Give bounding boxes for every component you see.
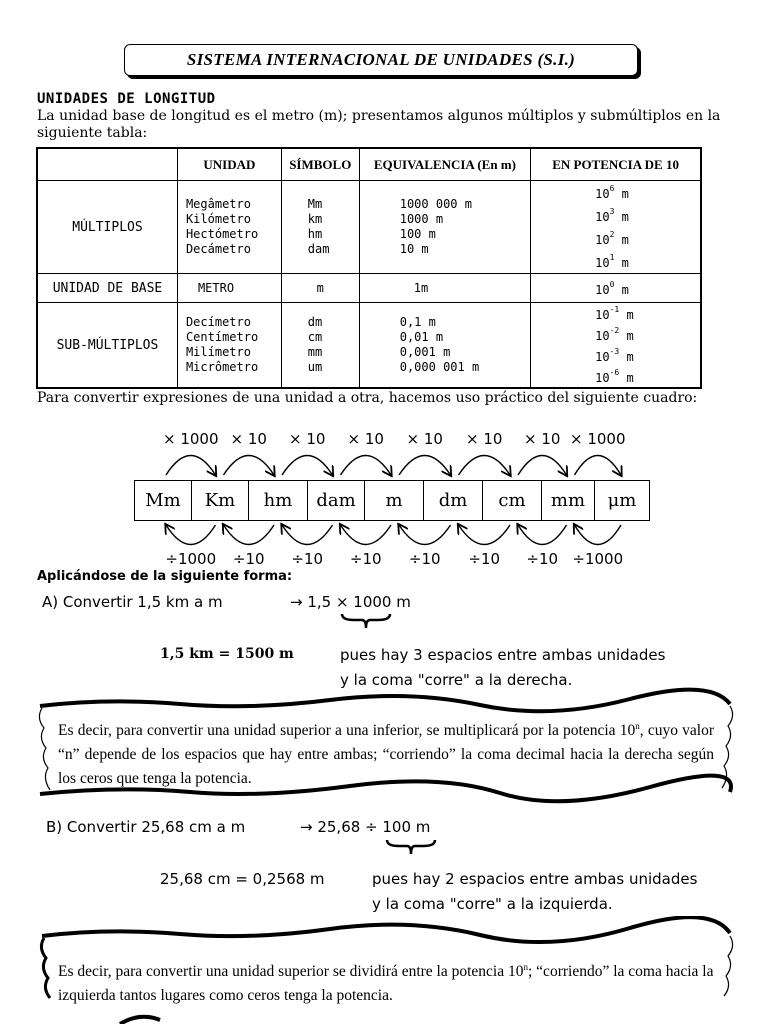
example-b-expression: → 25,68 ÷ 100 m: [300, 818, 431, 836]
unit-cell: dam: [308, 481, 365, 520]
divide-arrow: [341, 525, 392, 545]
multiply-arrow: [282, 456, 333, 476]
unit-cell: Mm: [135, 481, 192, 520]
divide-arrow: [518, 525, 567, 545]
unit-cell: mm: [542, 481, 595, 520]
example-a-explanation: pues hay 3 espacios entre ambas unidades: [340, 646, 666, 664]
note-b-text: Es decir, para convertir una unidad superior se dividirá entre la potencia 10$^n$; “corriendo” la coma hacia la izquierda tantos lugares como ceros tenga la potencia.: [58, 962, 714, 1005]
category-label: UNIDAD DE BASE: [37, 274, 177, 303]
unit-powers: $10^{-1}$ m $10^{-2}$ m $10^{-3}$ m $10^{-6}$ m: [531, 303, 701, 389]
unit-names: Megâmetro Kilómetro Hectómetro Decámetro: [177, 181, 281, 274]
divide-label: ÷1000: [165, 550, 217, 568]
unit-symbol: m: [281, 274, 359, 303]
multiply-arrow: [399, 456, 451, 476]
table-header: SÍMBOLO: [281, 148, 359, 181]
multiply-arrow: [575, 456, 622, 476]
page-title: SISTEMA INTERNACIONAL DE UNIDADES (S.I.): [124, 44, 638, 76]
multiply-arrow: [518, 456, 567, 476]
unit-powers: $10^6$ m $10^3$ m $10^2$ m $10^1$ m: [531, 181, 701, 274]
unit-symbols: dm cm mm um: [281, 303, 359, 389]
divide-label: ÷10: [291, 550, 324, 568]
multiply-label: × 1000: [569, 430, 626, 448]
multiply-label: × 1000: [162, 430, 219, 448]
example-b-explanation: pues hay 2 espacios entre ambas unidades: [372, 870, 698, 888]
brace-icon: [340, 612, 392, 632]
divide-arrow: [399, 525, 451, 545]
unit-cell: Km: [192, 481, 249, 520]
divide-arrow: [224, 525, 275, 545]
example-a-prompt: A) Convertir 1,5 km a m: [42, 593, 223, 611]
divide-label: ÷10: [408, 550, 441, 568]
divide-label: ÷10: [526, 550, 559, 568]
divide-label: ÷10: [349, 550, 382, 568]
unit-equivalences: 1000 000 m 1000 m 100 m 10 m: [359, 181, 530, 274]
unit-equivalence: 1m: [359, 274, 530, 303]
table-header: UNIDAD: [177, 148, 281, 181]
multiply-arrow: [341, 456, 392, 476]
divide-label: ÷10: [468, 550, 501, 568]
unit-symbols: Mm km hm dam: [281, 181, 359, 274]
example-b-result: 25,68 cm = 0,2568 m: [160, 870, 325, 888]
multiply-arrow: [459, 456, 511, 476]
multiply-arrow: [166, 456, 216, 476]
divide-label: ÷1000: [572, 550, 624, 568]
table-header: EN POTENCIA DE 10: [531, 148, 701, 181]
divide-arrow: [459, 525, 511, 545]
table-header: EQUIVALENCIA (En m): [359, 148, 530, 181]
multiply-label: × 10: [289, 430, 326, 448]
unit-cell: m: [365, 481, 424, 520]
example-a-expression: → 1,5 × 1000 m: [290, 593, 411, 611]
unit-equivalences: 0,1 m 0,01 m 0,001 m 0,000 001 m: [359, 303, 530, 389]
category-label: MÚLTIPLOS: [37, 181, 177, 274]
divide-arrow: [575, 525, 622, 545]
intro-paragraph: La unidad base de longitud es el metro (m); presentamos algunos múltiplos y submúltiplos en la siguiente tabla:: [37, 108, 721, 141]
divide-arrow: [282, 525, 333, 545]
unit-cell: hm: [249, 481, 308, 520]
divide-label: ÷10: [232, 550, 265, 568]
multiply-label: × 10: [524, 430, 561, 448]
unit-ladder: [134, 480, 650, 521]
unit-cell: cm: [483, 481, 542, 520]
unit-cell: dm: [424, 481, 483, 520]
example-a-explanation: y la coma "corre" a la derecha.: [340, 671, 573, 689]
category-label: SUB-MÚLTIPLOS: [37, 303, 177, 389]
section-heading: UNIDADES DE LONGITUD: [37, 91, 216, 107]
multiply-label: × 10: [466, 430, 503, 448]
multiply-label: × 10: [230, 430, 267, 448]
unit-names: Decímetro Centímetro Milímetro Micrômetro: [177, 303, 281, 389]
multiply-label: × 10: [347, 430, 384, 448]
divide-arrow: [166, 525, 216, 545]
multiply-label: × 10: [406, 430, 443, 448]
example-b-prompt: B) Convertir 25,68 cm a m: [46, 818, 246, 836]
example-a-result: 1,5 km = 1500 m: [160, 646, 294, 662]
unit-power: $10^0$ m: [531, 274, 701, 303]
multiply-arrow: [224, 456, 275, 476]
brace-icon: [385, 838, 437, 858]
unit-cell: μm: [607, 490, 637, 511]
example-b-explanation: y la coma "corre" a la izquierda.: [372, 895, 613, 913]
note-a-text: Es decir, para convertir una unidad superior a una inferior, se multiplicará por la potencia 10$^n$, cuyo valor “n” depende de los espacios que hay entre ambas; “corriendo” la coma decimal hacia la derecha según los ceros que tenga la potencia.: [58, 721, 714, 788]
convert-paragraph: Para convertir expresiones de una unidad a otra, hacemos uso práctico del siguiente cuadro:: [37, 390, 698, 406]
unit-name: METRO: [177, 274, 281, 303]
apply-heading: Aplicándose de la siguiente forma:: [37, 569, 293, 584]
